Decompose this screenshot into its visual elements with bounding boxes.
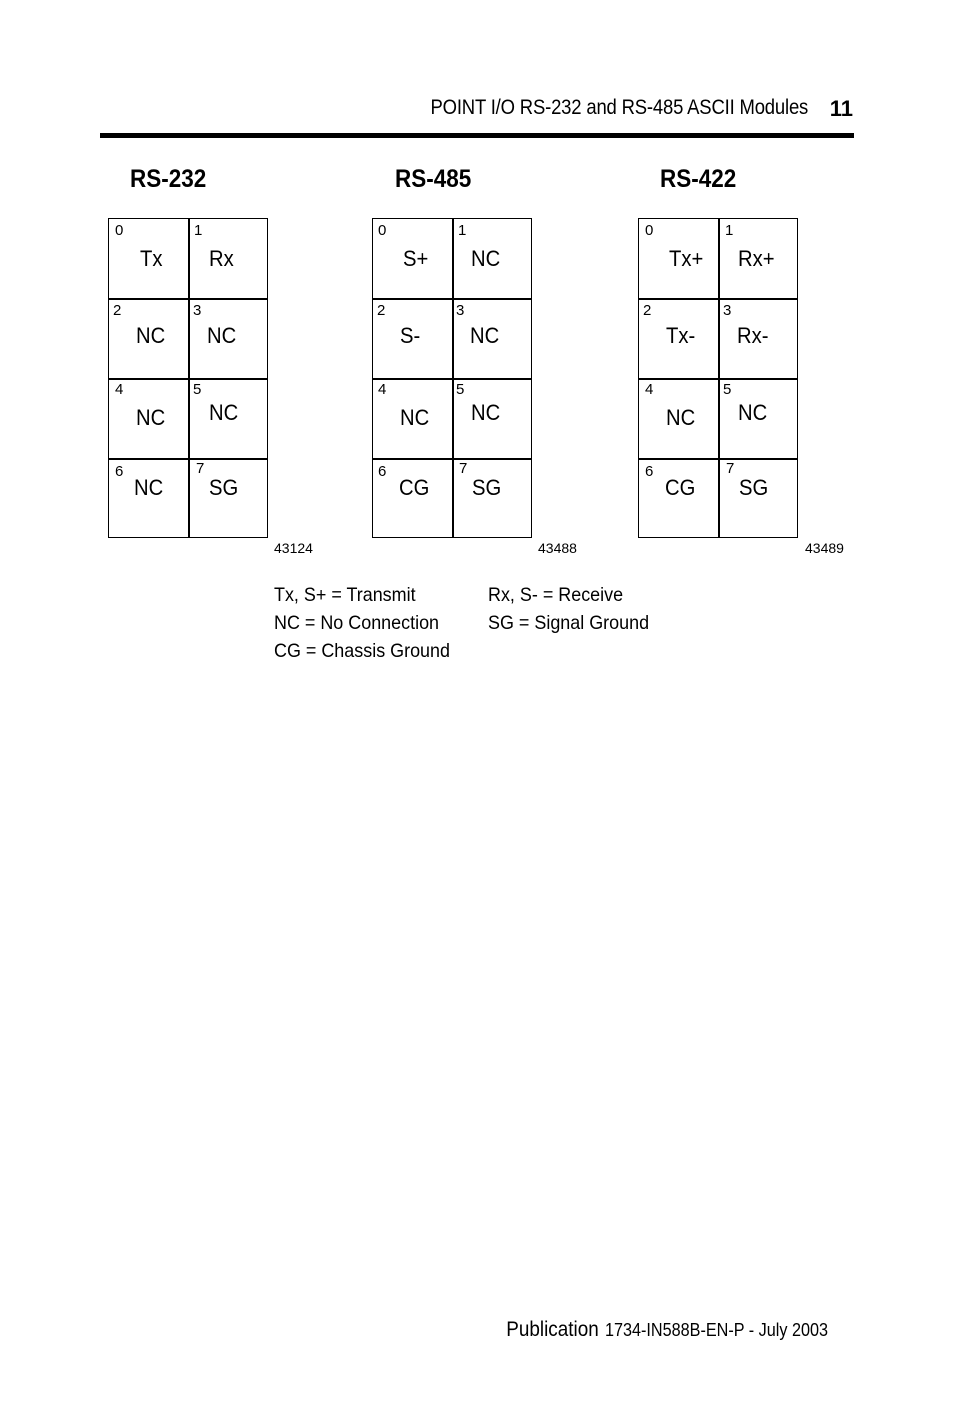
pin-cell bbox=[453, 219, 533, 299]
pinout-grid bbox=[372, 218, 532, 538]
pin-number: 1 bbox=[725, 222, 734, 239]
pin-number: 2 bbox=[643, 302, 652, 319]
pin-number: 4 bbox=[645, 381, 654, 398]
pin-cell bbox=[719, 299, 799, 379]
pin-cell bbox=[639, 219, 719, 299]
header-rule bbox=[100, 133, 854, 138]
pin-number: 3 bbox=[456, 302, 465, 319]
pin-cell bbox=[189, 379, 269, 459]
pin-signal: NC bbox=[738, 400, 768, 425]
pin-number: 7 bbox=[459, 460, 468, 477]
pin-signal: NC bbox=[666, 405, 696, 430]
publication-label: Publication bbox=[506, 1318, 599, 1341]
pin-signal: CG bbox=[399, 475, 430, 500]
pin-cell bbox=[373, 379, 453, 459]
pin-cell bbox=[453, 459, 533, 539]
page-number: 11 bbox=[829, 96, 853, 121]
pin-number: 6 bbox=[645, 463, 654, 480]
pin-cell bbox=[453, 299, 533, 379]
pin-signal: NC bbox=[400, 405, 430, 430]
pin-number: 6 bbox=[115, 463, 124, 480]
pin-signal: NC bbox=[136, 323, 166, 348]
pinout-grid bbox=[638, 218, 798, 538]
legend-chassis-ground: CG = Chassis Ground bbox=[274, 640, 450, 662]
pin-cell bbox=[109, 459, 189, 539]
pin-signal: Rx+ bbox=[738, 246, 775, 271]
pin-cell bbox=[189, 299, 269, 379]
legend-no-connection: NC = No Connection bbox=[274, 612, 440, 634]
pin-cell bbox=[453, 379, 533, 459]
pin-cell bbox=[639, 299, 719, 379]
pin-signal: NC bbox=[470, 323, 500, 348]
pin-cell bbox=[719, 219, 799, 299]
pin-cell bbox=[639, 459, 719, 539]
pin-cell bbox=[639, 379, 719, 459]
publication-code: 1734-IN588B-EN-P - July 2003 bbox=[605, 1320, 829, 1340]
figure-number: 43489 bbox=[805, 540, 844, 556]
diagram-title: RS-485 bbox=[395, 165, 472, 193]
pin-signal: Tx+ bbox=[669, 246, 704, 271]
pin-number: 4 bbox=[378, 381, 387, 398]
pin-number: 2 bbox=[377, 302, 386, 319]
pin-number: 4 bbox=[115, 381, 124, 398]
legend-signal-ground: SG = Signal Ground bbox=[488, 612, 650, 634]
running-header-title: POINT I/O RS-232 and RS-485 ASCII Modules bbox=[430, 96, 808, 119]
pin-signal: NC bbox=[209, 400, 239, 425]
pin-signal: SG bbox=[739, 475, 769, 500]
diagram-title: RS-232 bbox=[130, 165, 207, 193]
pin-number: 0 bbox=[115, 222, 124, 239]
pin-number: 7 bbox=[726, 460, 735, 477]
pin-number: 6 bbox=[378, 463, 387, 480]
legend-receive: Rx, S- = Receive bbox=[488, 584, 624, 606]
pin-signal: NC bbox=[207, 323, 237, 348]
pin-cell bbox=[189, 219, 269, 299]
pin-signal: NC bbox=[471, 246, 501, 271]
pin-cell bbox=[373, 459, 453, 539]
pin-signal: S+ bbox=[403, 246, 429, 271]
pin-signal: SG bbox=[209, 475, 239, 500]
pin-number: 7 bbox=[196, 460, 205, 477]
pin-number: 3 bbox=[723, 302, 732, 319]
pin-number: 1 bbox=[458, 222, 467, 239]
pin-signal: Tx- bbox=[666, 323, 696, 348]
pin-signal: Rx bbox=[209, 246, 234, 271]
pinout-grid bbox=[108, 218, 268, 538]
figure-number: 43124 bbox=[274, 540, 313, 556]
pin-cell bbox=[109, 219, 189, 299]
pin-cell bbox=[109, 299, 189, 379]
diagram-title: RS-422 bbox=[660, 165, 737, 193]
pin-signal: NC bbox=[471, 400, 501, 425]
pin-signal: NC bbox=[134, 475, 164, 500]
pin-signal: NC bbox=[136, 405, 166, 430]
pin-number: 5 bbox=[193, 381, 202, 398]
pin-cell bbox=[719, 459, 799, 539]
pin-cell bbox=[189, 459, 269, 539]
pin-number: 1 bbox=[194, 222, 203, 239]
pin-signal: S- bbox=[400, 323, 421, 348]
pin-cell bbox=[373, 219, 453, 299]
pin-number: 2 bbox=[113, 302, 122, 319]
pin-signal: Rx- bbox=[737, 323, 769, 348]
pin-number: 0 bbox=[645, 222, 654, 239]
pin-signal: Tx bbox=[140, 246, 163, 271]
pin-number: 5 bbox=[456, 381, 465, 398]
legend-transmit: Tx, S+ = Transmit bbox=[274, 584, 416, 606]
pin-signal: CG bbox=[665, 475, 696, 500]
page-footer bbox=[496, 1318, 853, 1342]
pin-number: 0 bbox=[378, 222, 387, 239]
pin-cell bbox=[373, 299, 453, 379]
pin-number: 3 bbox=[193, 302, 202, 319]
pin-cell bbox=[109, 379, 189, 459]
figure-number: 43488 bbox=[538, 540, 577, 556]
pin-cell bbox=[719, 379, 799, 459]
pin-number: 5 bbox=[723, 381, 732, 398]
pin-signal: SG bbox=[472, 475, 502, 500]
